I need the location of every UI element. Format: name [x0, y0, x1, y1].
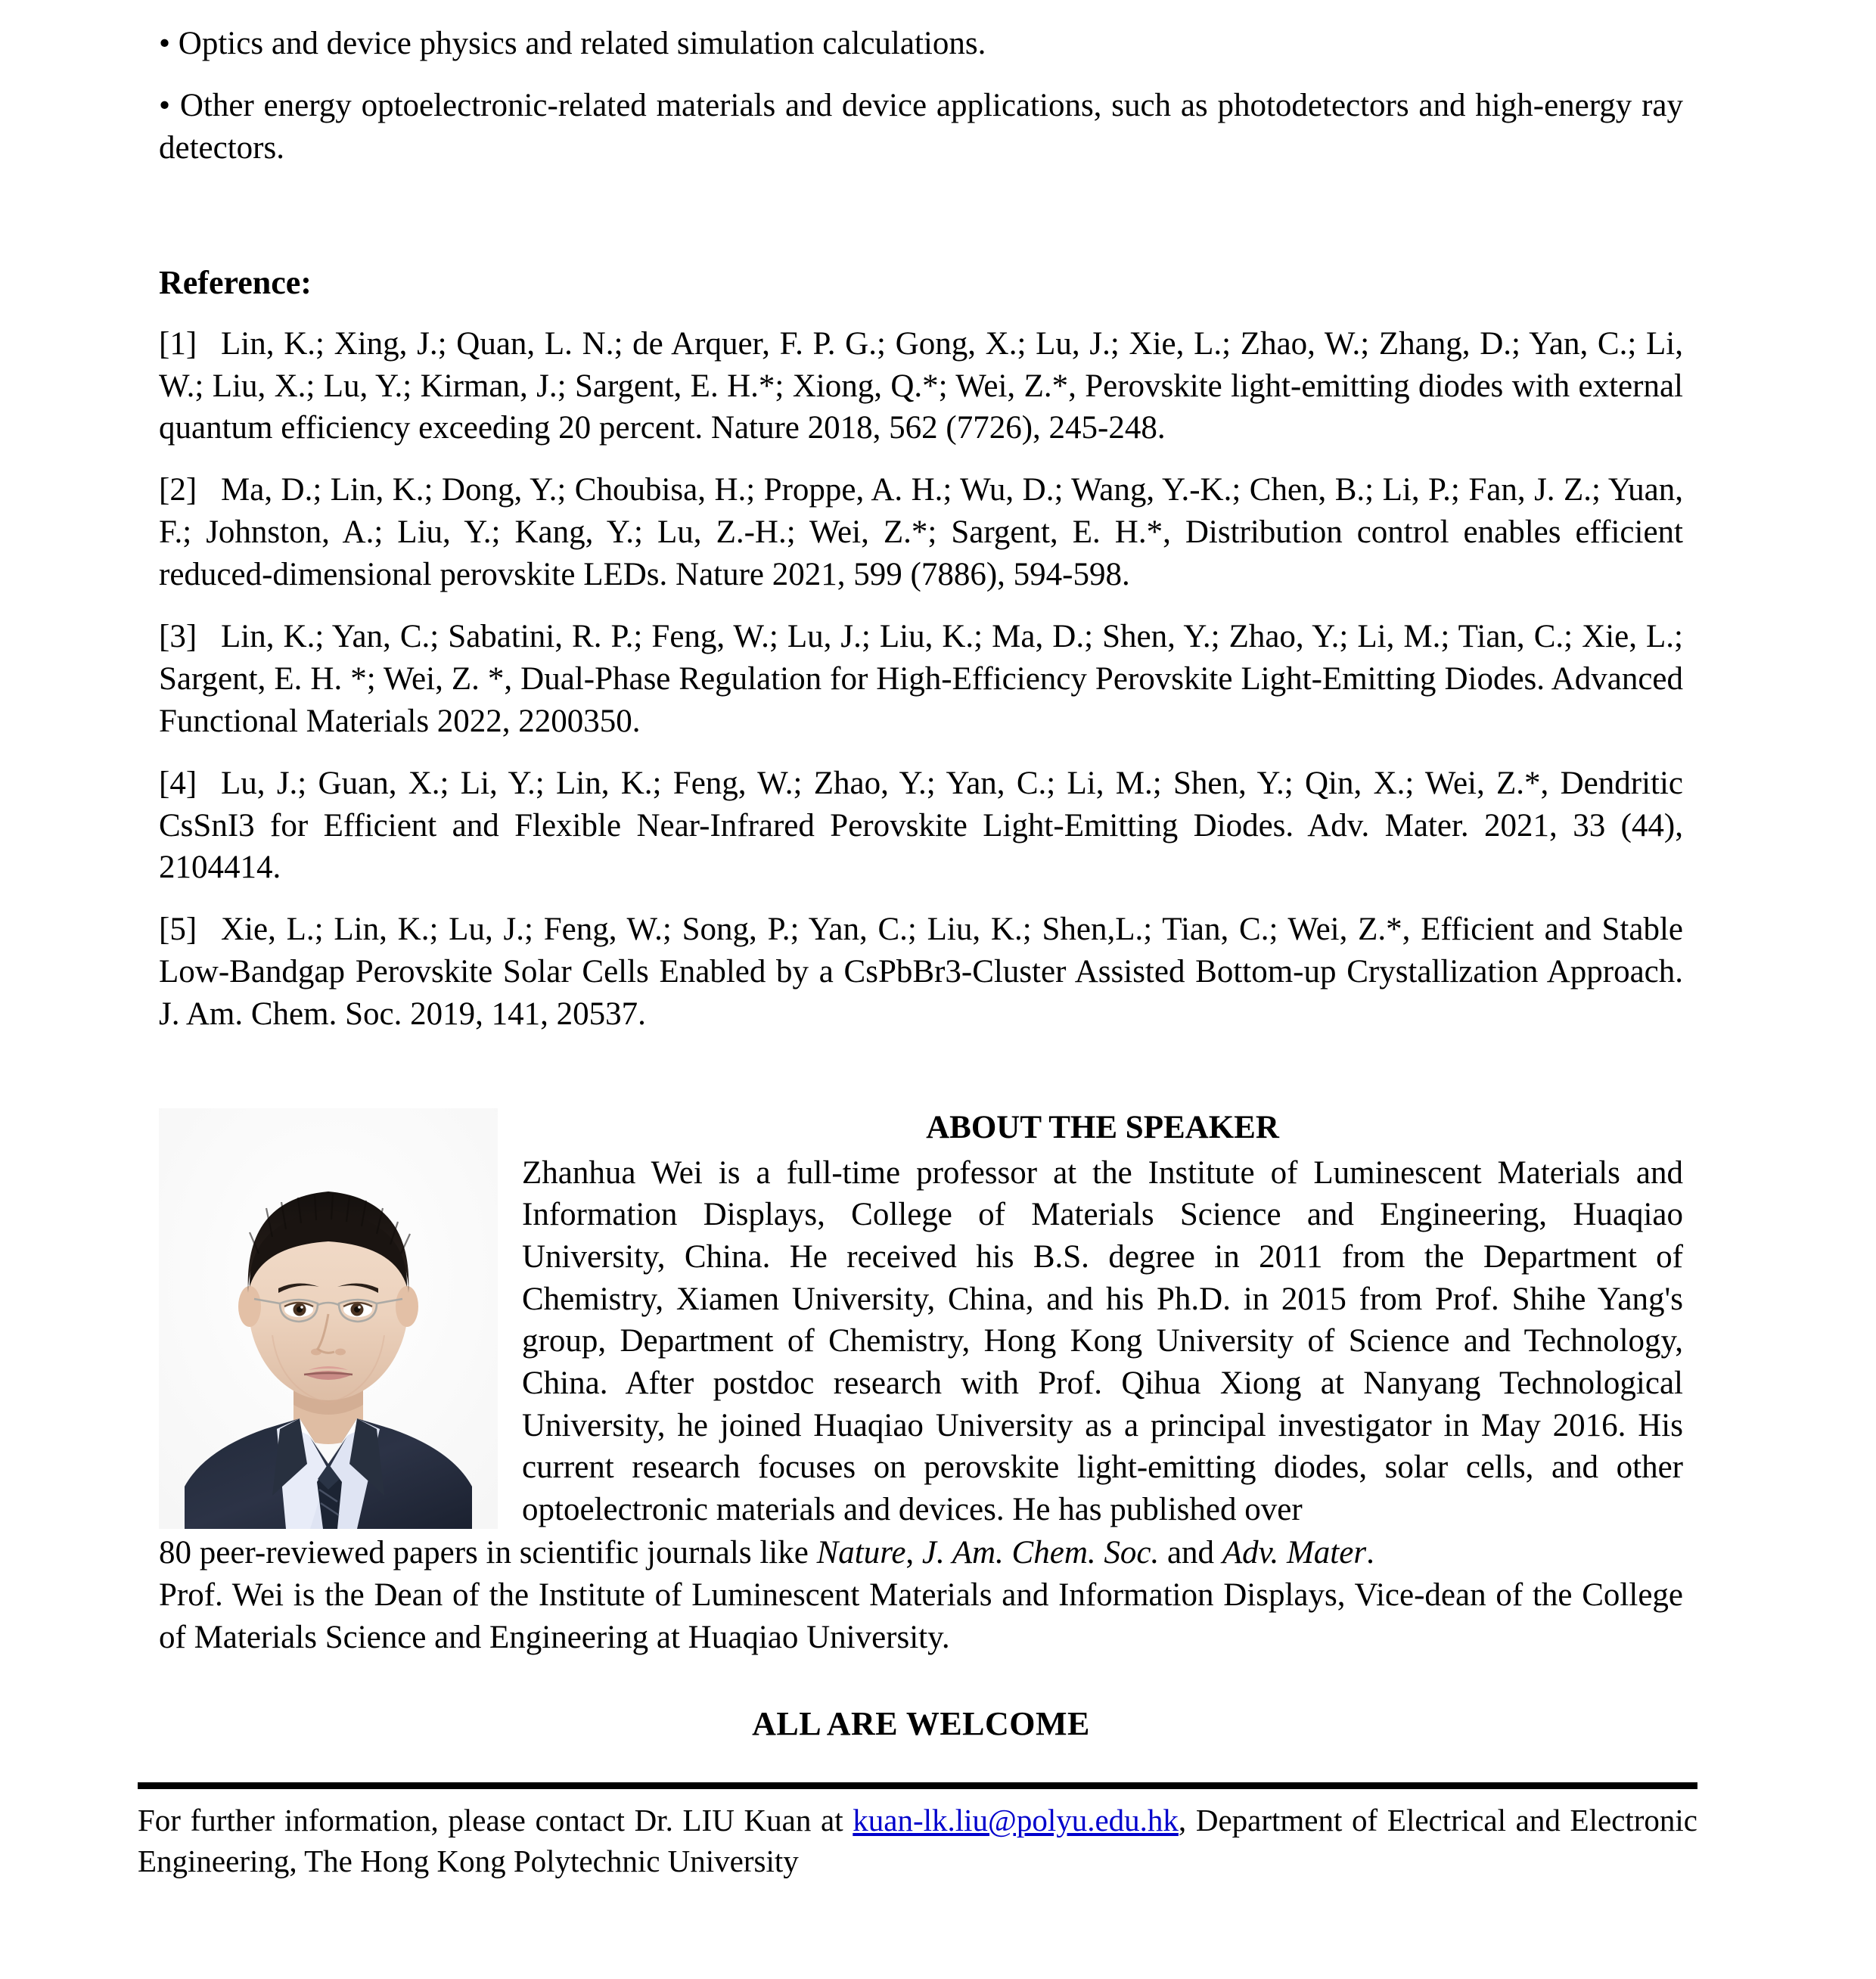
reference-number-5: [5]: [159, 912, 197, 948]
reference-number-2: [2]: [159, 472, 197, 508]
reference-item-2: [159, 469, 1683, 596]
journal-name-jacs: J. Am. Chem. Soc.: [921, 1535, 1160, 1571]
bullet-item-optics: • Optics and device physics and related simulation calculations.: [159, 26, 986, 61]
reference-item-1: [159, 323, 1683, 450]
contact-email-link[interactable]: kuan-lk.liu@polyu.edu.hk: [853, 1802, 1179, 1838]
footer-suffix: , Department of Electrical and Electronic Engineering, The Hong Kong Polytechnic University: [138, 1802, 1697, 1878]
reference-item-5: [159, 909, 1683, 1036]
reference-item-4: [159, 763, 1683, 890]
speaker-bio-main: Zhanhua Wei is a full-time professor at the Institute of Luminescent Materials and Information Displays, College of Materials Science and Engineering, Huaqiao University, China. He received his B.S. degree in 2011 from the Department of Chemistry, Xiamen University, China, and his Ph.D. in 2015 from Prof. Shihe Yang's group, Department of Chemistry, Hong Kong University of Science and Technology, China. After postdoc research with Prof. Qihua Xiong at Nanyang Technological University, he joined Huaqiao University as a principal investigator in May 2016. His current research focuses on perovskite light-emitting diodes, solar cells, and other optoelectronic materials and devices. He has published over: [522, 1154, 1683, 1527]
journal-separator-2: and: [1159, 1535, 1222, 1571]
speaker-bio-journals-line: [159, 1532, 1683, 1574]
reference-text-1: Lin, K.; Xing, J.; Quan, L. N.; de Arquer, F. P. G.; Gong, X.; Lu, J.; Xie, L.; Zhao, W.; Zhang, D.; Yan, C.; Li, W.; Liu, X.; Lu, Y.; Kirman, J.; Sargent, E. H.*; Xiong, Q.*; Wei, Z.*, Perovskite light-emitting diodes with external quantum efficiency exceeding 20 percent. Nature 2018, 562 (7726), 245-248.: [159, 325, 1683, 446]
journal-period: .: [1366, 1535, 1374, 1571]
speaker-portrait-photo: [159, 1108, 498, 1529]
reference-heading: Reference:: [159, 263, 312, 301]
journal-name-nature: Nature: [816, 1535, 906, 1571]
about-the-speaker-heading: ABOUT THE SPEAKER: [926, 1110, 1279, 1146]
reference-text-2: Ma, D.; Lin, K.; Dong, Y.; Choubisa, H.; Proppe, A. H.; Wu, D.; Wang, Y.-K.; Chen, B.; Li, P.; Fan, J. Z.; Yuan, F.; Johnston, A.; Liu, Y.; Kang, Y.; Lu, Z.-H.; Wei, Z.*; Sargent, E. H.*, Distribution control enables efficient reduced-dimensional perovskite LEDs. Nature 2021, 599 (7886), 594-598.: [159, 472, 1683, 593]
reference-gap-spacer: [159, 189, 1683, 262]
reference-text-3: Lin, K.; Yan, C.; Sabatini, R. P.; Feng, W.; Lu, J.; Liu, K.; Ma, D.; Shen, Y.; Zhao, Y.; Li, M.; Tian, C.; Xie, L.; Sargent, E. H. *; Wei, Z. *, Dual-Phase Regulation for High-Efficiency Perovskite Light-Emitting Diodes. Advanced Functional Materials 2022, 2200350.: [159, 619, 1683, 739]
footer-contact-text: [138, 1800, 1697, 1881]
journal-name-adv-mater: Adv. Mater: [1222, 1535, 1367, 1571]
all-are-welcome-heading: ALL ARE WELCOME: [752, 1704, 1090, 1742]
bio-journals-prefix: 80 peer-reviewed papers in scientific journals like: [159, 1535, 817, 1571]
reference-item-3: [159, 616, 1683, 743]
portrait-illustration: [159, 1108, 498, 1529]
footer-prefix: For further information, please contact Dr. LIU Kuan at: [138, 1802, 853, 1838]
journal-separator-1: ,: [905, 1535, 922, 1571]
reference-number-3: [3]: [159, 619, 197, 655]
bullet-item-other-energy: • Other energy optoelectronic-related materials and device applications, such as photodetectors and high-energy ray detectors.: [159, 87, 1683, 166]
speaker-section: [159, 1108, 1683, 1532]
reference-text-5: Xie, L.; Lin, K.; Lu, J.; Feng, W.; Song, P.; Yan, C.; Liu, K.; Shen,L.; Tian, C.; Wei, Z.*, Efficient and Stable Low-Bandgap Perovskite Solar Cells Enabled by a CsPbBr3-Cluster Assisted Bottom-up Crystallization Approach. J. Am. Chem. Soc. 2019, 141, 20537.: [159, 912, 1683, 1033]
top-spacer: [159, 0, 1683, 23]
speaker-bio-tail-paragraph: Prof. Wei is the Dean of the Institute of Luminescent Materials and Information Displays, Vice-dean of the College of Materials Science and Engineering at Huaqiao University.: [159, 1577, 1683, 1655]
reference-text-4: Lu, J.; Guan, X.; Li, Y.; Lin, K.; Feng, W.; Zhao, Y.; Yan, C.; Li, M.; Shen, Y.; Qin, X.; Wei, Z.*, Dendritic CsSnI3 for Efficient and Flexible Near-Infrared Perovskite Light-Emitting Diodes. Adv. Mater. 2021, 33 (44), 2104414.: [159, 765, 1683, 886]
reference-number-4: [4]: [159, 765, 197, 801]
footer-divider-rule: [138, 1782, 1697, 1789]
reference-number-1: [1]: [159, 325, 197, 362]
